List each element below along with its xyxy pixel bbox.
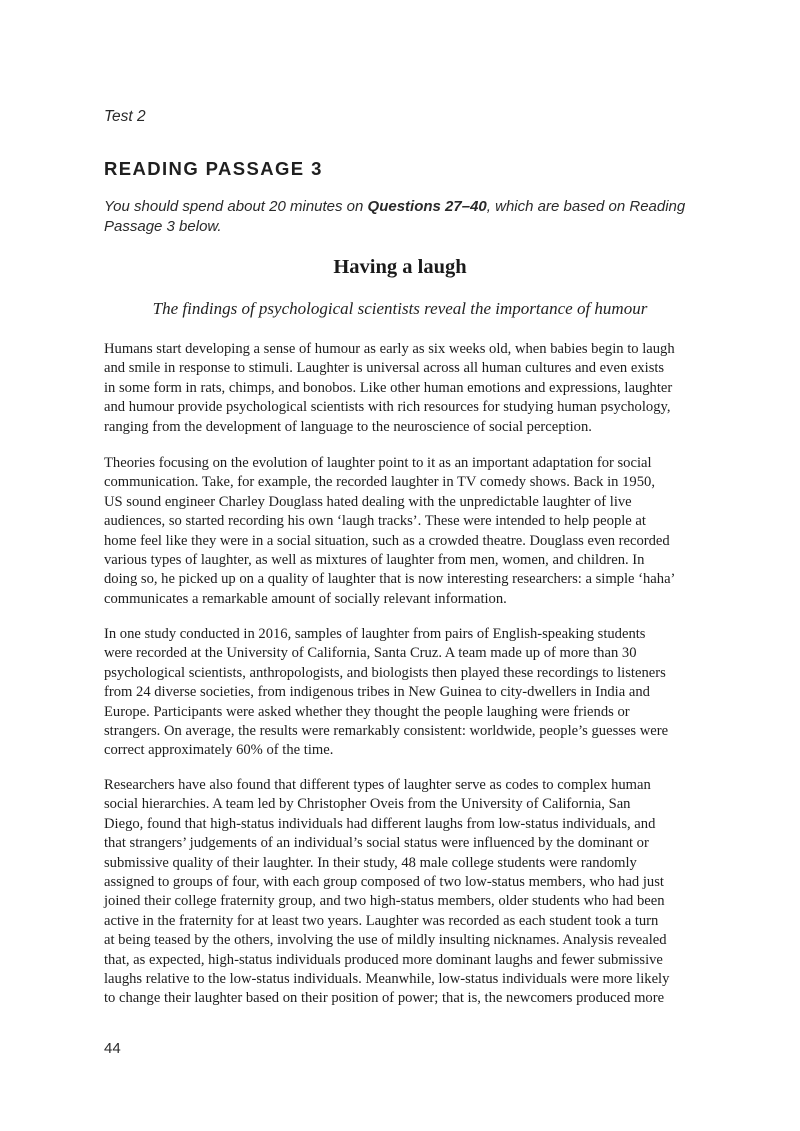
passage-heading: READING PASSAGE 3 bbox=[104, 158, 323, 179]
text-line: home feel like they were in a social situation, such as a crowded theatre. Douglass even recorded bbox=[104, 532, 670, 549]
text-line: communicates a remarkable amount of socially relevant information. bbox=[104, 590, 507, 607]
text-line: US sound engineer Charley Douglass hated dealing with the unpredictable laughter of live bbox=[104, 493, 632, 510]
instructions-questions: Questions 27–40 bbox=[367, 198, 487, 215]
text-line: Diego, found that high-status individuals had different laughs from low-status individuals, and bbox=[104, 815, 656, 832]
text-line: audiences, so started recording his own ‘laugh tracks’. These were intended to help people at bbox=[104, 513, 646, 530]
text-line: joined their college fraternity group, and two high-status members, older students who had been bbox=[104, 893, 665, 910]
text-line: submissive quality of their laughter. In their study, 48 male college students were randomly bbox=[104, 854, 637, 871]
text-line: to change their laughter based on their position of power; that is, the newcomers produced more bbox=[104, 990, 665, 1007]
page-number: 44 bbox=[104, 1040, 121, 1057]
text-line: were recorded at the University of California, Santa Cruz. A team made up of more than 30 bbox=[104, 645, 637, 662]
text-line: social hierarchies. A team led by Christopher Oveis from the University of California, San bbox=[104, 796, 631, 813]
text-line: active in the fraternity for at least two years. Laughter was recorded as each student took a turn bbox=[104, 912, 659, 929]
text-line: from 24 diverse societies, from indigenous tribes in New Guinea to city-dwellers in India and bbox=[104, 684, 650, 701]
text-line: psychological scientists, anthropologists, and biologists then played these recordings to listeners bbox=[104, 664, 666, 681]
instructions-text: You should spend about 20 minutes on bbox=[104, 198, 368, 215]
test-label: Test 2 bbox=[104, 108, 146, 125]
text-line: assigned to groups of four, with each group composed of two low-status members, who had just bbox=[104, 874, 664, 891]
article-subtitle: The findings of psychological scientists reveal the importance of humour bbox=[152, 299, 648, 318]
text-line: correct approximately 60% of the time. bbox=[104, 742, 334, 759]
text-line: ranging from the development of language to the neuroscience of social perception. bbox=[104, 418, 592, 435]
paragraph-2 bbox=[104, 454, 728, 609]
instructions bbox=[104, 197, 724, 237]
text-line: that strangers’ judgements of an individual’s social status were influenced by the dominant or bbox=[104, 835, 649, 852]
text-line: In one study conducted in 2016, samples of laughter from pairs of English-speaking students bbox=[104, 626, 646, 642]
text-line: that, as expected, high-status individuals produced more dominant laughs and fewer submissive bbox=[104, 951, 663, 968]
text-line: in some form in rats, chimps, and bonobos. Like other human emotions and expressions, laughter bbox=[104, 379, 673, 396]
paragraph-4 bbox=[104, 776, 728, 1009]
text-line: and humour provide psychological scientists with rich resources for studying human psychology, bbox=[104, 399, 671, 416]
instructions-text-line2: Passage 3 below. bbox=[104, 218, 222, 235]
text-line: at being teased by the others, involving the use of mildly insulting nicknames. Analysis revealed bbox=[104, 932, 667, 949]
text-line: Humans start developing a sense of humour as early as six weeks old, when babies begin to laugh bbox=[104, 341, 675, 357]
text-line: Europe. Participants were asked whether they thought the people laughing were friends or bbox=[104, 703, 630, 720]
instructions-text-end: , which are based on Reading bbox=[486, 198, 686, 215]
text-line: and smile in response to stimuli. Laughter is universal across all human cultures and even exists bbox=[104, 360, 665, 377]
paragraph-3 bbox=[104, 625, 728, 761]
text-line: communication. Take, for example, the recorded laughter in TV comedy shows. Back in 1950, bbox=[104, 474, 655, 491]
text-line: laughs relative to the low-status individuals. Meanwhile, low-status individuals were more likely bbox=[104, 971, 670, 988]
article-title: Having a laugh bbox=[333, 256, 467, 278]
paragraph-1 bbox=[104, 340, 728, 437]
text-line: Researchers have also found that different types of laughter serve as codes to complex human bbox=[104, 777, 651, 793]
text-line: various types of laughter, as well as mixtures of laughter from men, women, and children. In bbox=[104, 552, 645, 569]
text-line: Theories focusing on the evolution of laughter point to it as an important adaptation for social bbox=[104, 455, 652, 471]
text-line: strangers. On average, the results were remarkably consistent: worldwide, people’s guesses were bbox=[104, 723, 669, 740]
text-line: doing so, he picked up on a quality of laughter that is now interesting researchers: a simple ‘haha’ bbox=[104, 571, 676, 588]
